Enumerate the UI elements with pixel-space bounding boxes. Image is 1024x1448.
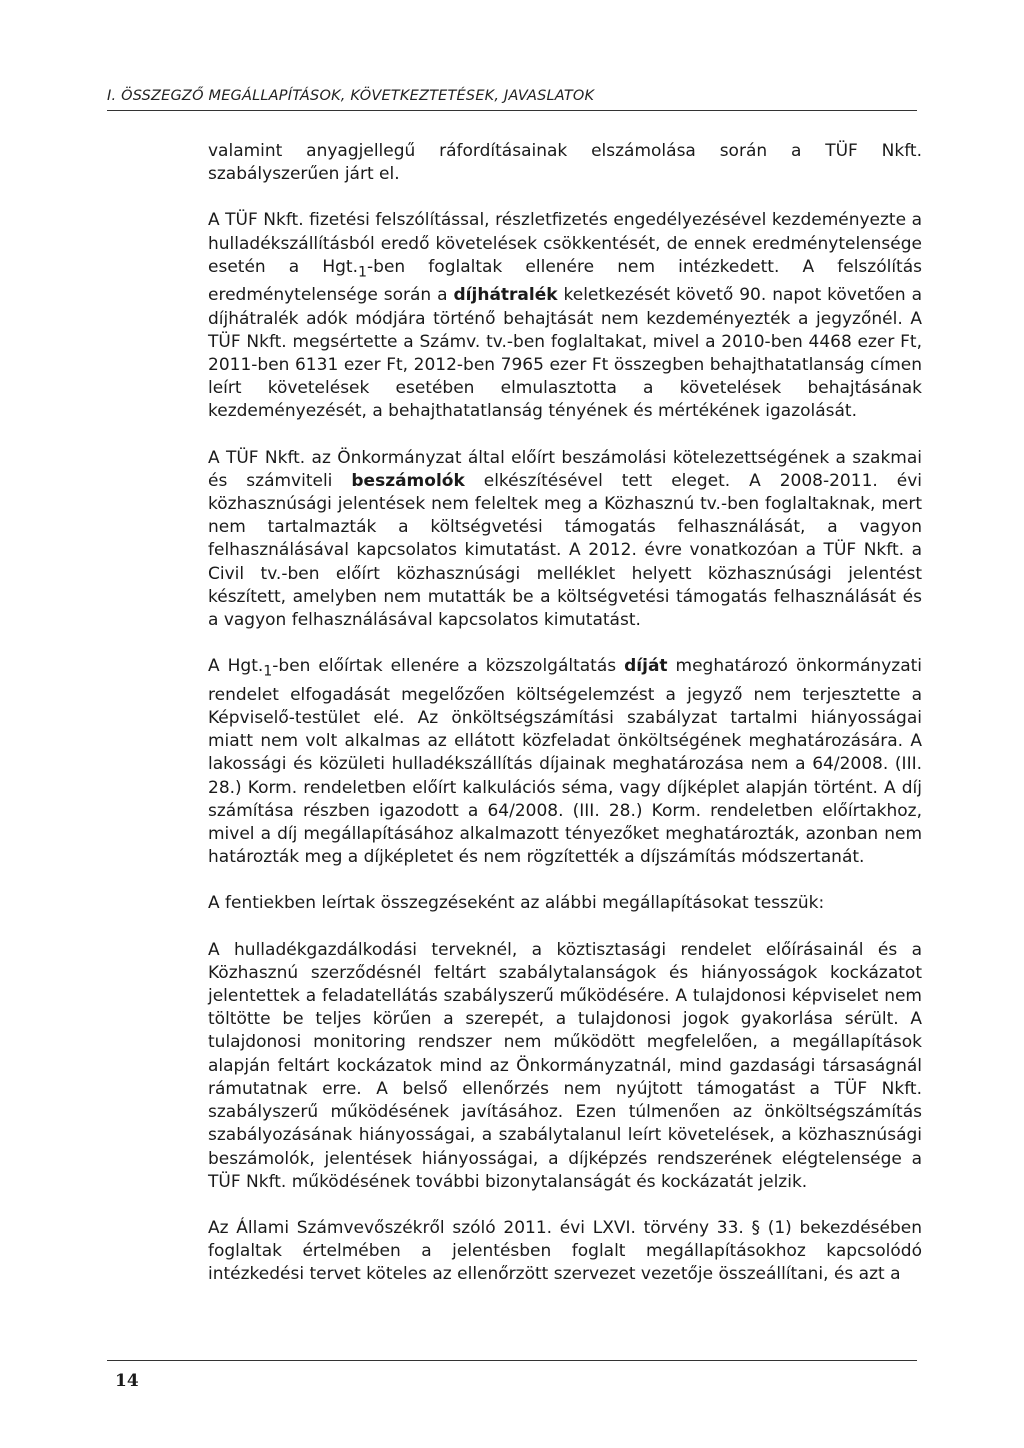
paragraph-2 [208,209,922,423]
keyword-dijhatralek: díjhátralék [453,285,558,306]
paragraph-1: valamint anyagjellegű ráfordításainak elszámolása során a TÜF Nkft. szabályszerűen járt el. [208,141,922,185]
paragraph-2-part-a: A TÜF Nkft. fizetési felszólítással, részletfizetés engedélyezésével kezdeményezte a hulladékszállításból eredő követelések csökkentését, de ennek eredménytelensége esetén a Hgt. [208,210,922,277]
page-number: 14 [115,1371,139,1391]
header-divider [107,110,917,111]
paragraph-4-part-b: -ben előírtak ellenére a közszolgáltatás [272,656,625,677]
keyword-beszamolok: beszámolók [351,470,465,491]
running-header: I. ÖSSZEGZŐ MEGÁLLAPÍTÁSOK, KÖVETKEZTETÉSEK, JAVASLATOK [107,88,595,104]
paragraph-7: Az Állami Számvevőszékről szóló 2011. évi LXVI. törvény 33. § (1) bekezdésében foglaltak értelmében a jelentésben foglalt megállapításokhoz kapcsolódó intézkedési tervet köteles az ellenőrzött szervezet vezetője összeállítani, és azt a [208,1217,922,1285]
paragraph-3-part-b: elkészítésével tett eleget. A 2008-2011. évi közhasznúsági jelentések nem feleltek meg a Közhasznú tv.-ben foglaltaknak, mert nem tartalmazták a költségvetési támogatás felhasználását, a vagyon felhasználásával kapcsolatos kimutatást. A 2012. évre vonatkozóan a TÜF Nkft. a Civil tv.-ben előírt közhasznúsági melléklet helyett közhasznúsági jelentést készített, amelyben nem mutatták be a költségvetési támogatás felhasználását és a vagyon felhasználásával kapcsolatos kimutatást. [208,470,922,631]
paragraph-2-part-c: keletkezését követő 90. napot követően a díjhátralék adók módjára történő behajtását nem kezdeményezték a jegyzőnél. A TÜF Nkft. megsértette a Számv. tv.-ben foglaltakat, mivel a 2010-ben 4468 ezer Ft, 2011-ben 6131 ezer Ft, 2012-ben 7965 ezer Ft összegben behajthatatlanság címen leírt követelések esetében elmulasztotta a követelések behajtásának kezdeményezését, a behajthatatlanság tényének és mértékének igazolását. [208,285,922,422]
body-text [208,140,922,1287]
paragraph-4-part-c: meghatározó önkormányzati rendelet elfogadását megelőzően költségelemzést a jegyző nem terjesztette a Képviselő-testület elé. Az önköltségszámítási szabályzat tartalmi hiányosságai miatt nem volt alkalmas az ellátott közfeladat önköltségének meghatározására. A lakossági és közületi hulladékszállítás díjainak meghatározása nem a 64/2008. (III. 28.) Korm. rendeletben előírt kalkulációs séma, vagy díjképlet alapján történt. A díj számítása részben igazodott a 64/2008. (III. 28.) Korm. rendeletben előírtakhoz, mivel a díj megállapításához alkalmazott tényezőket meghatározták, azonban nem határozták meg a díjképletet és nem rögzítették a díjszámítás módszertanát. [208,656,922,868]
paragraph-6: A hulladékgazdálkodási terveknél, a köztisztasági rendelet előírásainál és a Közhasznú szerződésnél feltárt szabálytalanságok és hiányosságok kockázatot jelentettek a feladatellátás szabályszerű működésére. A tulajdonosi képviselet nem töltötte be teljes körűen a szerepét, a tulajdonosi jogok gyakorlása sérült. A tulajdonosi monitoring rendszer nem működött megfelelően, a megállapítások alapján feltárt kockázatok mind az Önkormányzatnál, mind gazdasági társaságnál rámutatnak erre. A belső ellenőrzés nem nyújtott támogatást a TÜF Nkft. szabályszerű működésének javításához. Ezen túlmenően az önköltségszámítás szabályozásának hiányosságai, a szabálytalanul leírt követelések, a közhasznúsági beszámolók, jelentések hiányosságai, a díjképzés rendszerének elégtelensége a TÜF Nkft. működésének további bizonytalanságát és kockázatát jelzik. [208,939,922,1192]
paragraph-4 [208,655,922,869]
paragraph-3-part-a: A TÜF Nkft. az Önkormányzat által előírt beszámolási kötelezettségének a szakmai és számviteli [208,447,922,491]
paragraph-3 [208,447,922,633]
paragraph-4-subscript: 1 [263,663,273,680]
keyword-dijat: díját [624,656,668,677]
paragraph-2-part-b: -ben foglaltak ellenére nem intézkedett. A felszólítás eredménytelensége során a [208,256,922,306]
paragraph-2-subscript: 1 [358,264,368,281]
footer-divider [107,1360,917,1361]
paragraph-5: A fentiekben leírtak összegzéseként az alábbi megállapításokat tesszük: [208,893,825,914]
paragraph-4-part-a: A Hgt. [208,656,264,677]
